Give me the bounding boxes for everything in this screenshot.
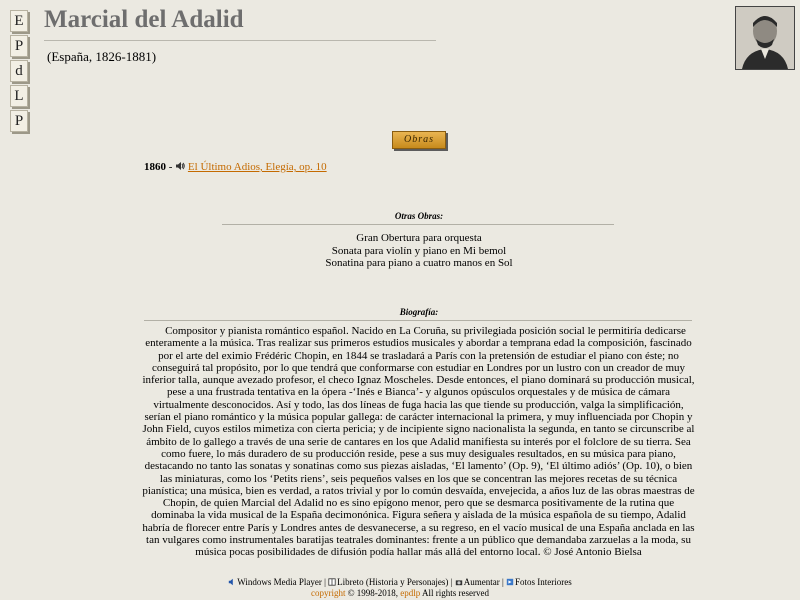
footer-link-aumentar[interactable]: Aumentar: [463, 577, 500, 587]
footer-separator: |: [448, 577, 455, 587]
otras-divider: [222, 224, 614, 225]
composer-portrait: [735, 6, 795, 70]
nav-button-d[interactable]: d: [10, 60, 28, 82]
speaker-icon: [228, 578, 236, 586]
biography: [141, 325, 696, 559]
obra-separator: -: [166, 161, 176, 173]
side-nav: [10, 10, 30, 135]
speaker-icon[interactable]: [175, 161, 185, 171]
footer: [0, 577, 800, 598]
copyright-line: [0, 588, 800, 599]
obras-button[interactable]: Obras: [392, 131, 446, 149]
footer-links: [0, 577, 800, 588]
obra-link[interactable]: El Último Adios, Elegía, op. 10: [187, 161, 327, 173]
list-item: Sonata para violín y piano en Mi bemol: [331, 244, 507, 257]
list-item: Gran Obertura para orquesta: [356, 232, 482, 244]
nav-button-p2[interactable]: P: [10, 110, 28, 132]
footer-link-wmp[interactable]: Windows Media Player: [237, 577, 322, 587]
rights-text: All rights reserved: [420, 587, 490, 598]
biografia-heading: Biografía:: [399, 307, 439, 317]
footer-separator: |: [321, 577, 329, 587]
obra-year: 1860: [144, 161, 166, 173]
composer-dates: (España, 1826-1881): [47, 49, 157, 64]
bio-divider: [144, 320, 692, 321]
page-title: Marcial del Adalid: [44, 6, 244, 33]
footer-link-libreto[interactable]: Libreto (Historia y Personajes): [337, 577, 449, 587]
owner-link[interactable]: epdlp: [400, 587, 421, 598]
nav-button-e[interactable]: E: [10, 10, 28, 32]
obra-entry: [144, 161, 327, 173]
otras-obras-heading: Otras Obras:: [394, 211, 444, 221]
photo-icon: [506, 578, 514, 586]
otras-obras-list: [0, 232, 800, 270]
book-icon: [328, 578, 336, 586]
footer-separator: |: [499, 577, 507, 587]
title-divider: [44, 40, 436, 41]
copyright-text: © 1998-2018,: [345, 587, 401, 598]
biography-text: Compositor y pianista romántico español. Nacido en La Coruña, su privilegiada posición social le permitiría dedicarse enteramente a la música. Tras realizar sus primeros estudios musicales y abordar a temprana edad la composición, fascinado por el arte del eximio Frédéric Chopin, en 1844 se trasladará a París con la pretensión de estudiar el piano con éste; no conseguirá tal propósito, por lo que tendrá que conformarse con estudiar en Londres por un lustro con un creador de muy inferior talla, aunque avezado profesor, el checo Ignaz Moscheles. Desde entonces, el piano dominará su producción musical, pese a una frustrada tentativa en la ópera -‘Inés e Bianca’- y algunos opúsculos orquestales y de música de cámara virtualmente desconocidos. Así y todo, las dos líneas de fuga hacia las que tiende su producción, valga la simplificación, serían el piano romántico y la música popular gallega: de carácter internacional la primera, y muy influenciada por Chopin y John Field, cuyos estilos mimetiza con cierta pericia; y de incipiente signo nacionalista la segunda, en tanto se circunscribe al ámbito de lo gallego a través de una serie de cantares en los que Adalid manifiesta su interés por el folclore de su tierra. Sea como fuere, lo más duradero de su producción reside, pese a sus muy desiguales resultados, en su música para piano, destacando no tanto las sonatas y sonatinas como sus piezas aisladas, ‘El lamento’ (Op. 9), ‘El último adiós’ (Op. 10), o bien las miniaturas, como los ‘Petits riens’, seis pequeños valses en los que se concentran las mejores recetas de su técnica pianística; una música, bien es verdad, a ratos trivial y por lo común desvaída, envejecida, a años luz de las obras maestras de Chopin, de quien Marcial del Adalid no es sino epígono menor, pero que se desmarca positivamente de la rutina que dominaba la vida musical de la España decimonónica. Figura señera y aislada de la música española de su tiempo, Adalid habría de florecer entre París y Londres antes de desvanecerse, a su regreso, en el vacío musical de una España anclada en las tan vulgares como instrumentales baratijas teatrales dominantes: frente a un público que demandaba zarzuelas a la moda, su música pocas posibilidades de difusión podía hallar más allá del entorno local. © José Antonio Bielsa: [142, 325, 695, 559]
footer-link-fotos[interactable]: Fotos Interiores: [515, 577, 572, 587]
camera-icon: [455, 578, 463, 586]
list-item: Sonatina para piano a cuatro manos en Sol: [325, 257, 513, 269]
portrait-image: [736, 7, 794, 69]
nav-button-p[interactable]: P: [10, 35, 28, 57]
copyright-link[interactable]: copyright: [310, 587, 346, 598]
nav-button-l[interactable]: L: [10, 85, 28, 107]
